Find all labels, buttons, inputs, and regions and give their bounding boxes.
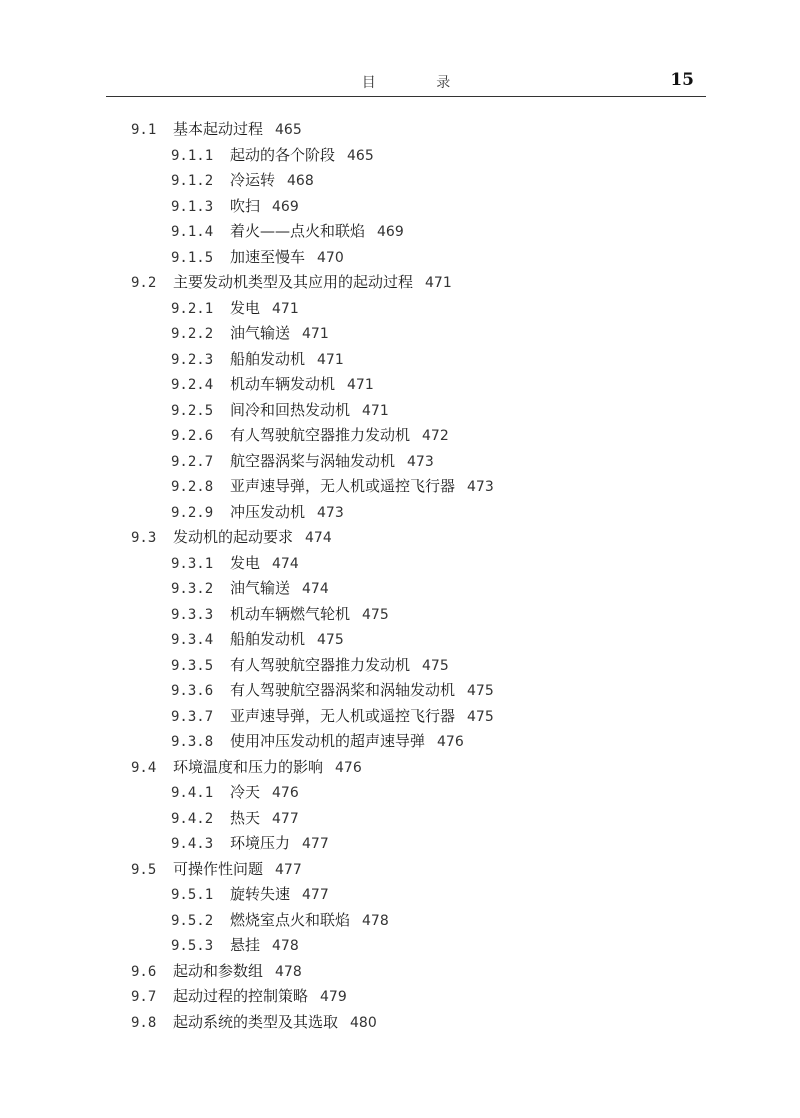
toc-entry-number: 9.3.3	[171, 606, 214, 623]
toc-subsection-entry	[131, 576, 731, 602]
toc-entry-page: 478	[275, 963, 302, 980]
toc-subsection-entry	[131, 602, 731, 628]
toc-entry-title: 燃烧室点火和联焰	[230, 910, 351, 929]
toc-entry-page: 465	[347, 147, 374, 164]
toc-entry-page: 473	[407, 453, 434, 470]
toc-subsection-entry	[131, 831, 731, 857]
toc-subsection-entry	[131, 653, 731, 679]
toc-entry-title: 着火——点火和联焰	[230, 222, 366, 240]
toc-entry-title: 起动过程的控制策略	[173, 987, 309, 1005]
toc-entry-number: 9.3.8	[171, 734, 214, 750]
toc-entry-page: 473	[317, 504, 344, 521]
toc-entry-page: 469	[272, 198, 299, 215]
toc-section-entry	[131, 857, 731, 883]
toc-entry-title: 悬挂	[230, 936, 261, 954]
toc-subsection-entry	[131, 627, 731, 653]
toc-entry-title: 亚声速导弹，无人机或遥控飞行器	[230, 706, 456, 725]
toc-entry-number: 9.2.9	[171, 504, 214, 521]
toc-entry-number: 9.6	[131, 963, 157, 980]
toc-subsection-entry	[131, 245, 731, 271]
table-of-contents	[131, 117, 731, 1035]
toc-subsection-entry	[131, 780, 731, 806]
toc-section-entry	[131, 959, 731, 985]
toc-entry-title: 环境压力	[230, 834, 291, 852]
toc-entry-page: 480	[350, 1014, 377, 1031]
header-title: 目 录	[361, 75, 479, 91]
toc-entry-page: 477	[302, 836, 329, 852]
toc-entry-number: 9.3.4	[171, 632, 214, 648]
toc-entry-page: 474	[272, 555, 299, 572]
toc-entry-number: 9.1	[131, 122, 157, 138]
toc-entry-number: 9.1.3	[171, 198, 214, 215]
toc-entry-title: 可操作性问题	[173, 859, 264, 878]
toc-entry-number: 9.2.8	[171, 479, 214, 495]
toc-entry-number: 9.5.3	[171, 938, 214, 954]
toc-entry-title: 基本起动过程	[173, 120, 264, 138]
toc-entry-title: 主要发动机类型及其应用的起动过程	[173, 273, 414, 291]
toc-entry-title: 油气输送	[230, 324, 291, 342]
toc-subsection-entry	[131, 500, 731, 526]
toc-section-entry	[131, 755, 731, 781]
toc-entry-page: 474	[302, 581, 329, 597]
toc-entry-title: 机动车辆发动机	[230, 375, 336, 393]
toc-entry-title: 环境温度和压力的影响	[173, 757, 324, 776]
toc-entry-number: 9.5	[131, 861, 157, 878]
toc-subsection-entry	[131, 194, 731, 220]
toc-entry-title: 旋转失速	[230, 885, 291, 903]
toc-subsection-entry	[131, 933, 731, 959]
toc-entry-page: 469	[377, 224, 404, 240]
toc-entry-page: 471	[425, 275, 452, 291]
toc-entry-title: 发电	[230, 553, 261, 572]
toc-subsection-entry	[131, 806, 731, 832]
toc-entry-number: 9.5.1	[171, 887, 214, 903]
toc-entry-number: 9.2.6	[171, 428, 214, 444]
toc-entry-number: 9.2.3	[171, 351, 214, 368]
toc-entry-title: 油气输送	[230, 579, 291, 597]
toc-entry-title: 吹扫	[230, 196, 261, 215]
toc-entry-title: 使用冲压发动机的超声速导弹	[230, 732, 426, 750]
toc-entry-page: 471	[317, 351, 344, 368]
toc-entry-number: 9.4	[131, 759, 157, 776]
toc-entry-title: 发电	[230, 298, 261, 317]
toc-entry-number: 9.2.1	[171, 300, 214, 317]
toc-entry-number: 9.2.7	[171, 453, 214, 470]
toc-subsection-entry	[131, 678, 731, 704]
toc-entry-page: 478	[362, 912, 389, 929]
toc-entry-number: 9.3.1	[171, 555, 214, 572]
toc-entry-number: 9.2.5	[171, 402, 214, 419]
toc-section-entry	[131, 984, 731, 1010]
toc-entry-page: 475	[317, 632, 344, 648]
toc-entry-page: 477	[272, 810, 299, 827]
toc-entry-number: 9.4.3	[171, 836, 214, 852]
toc-entry-page: 475	[362, 606, 389, 623]
toc-entry-number: 9.2	[131, 275, 157, 291]
toc-entry-number: 9.3	[131, 530, 157, 546]
toc-entry-page: 474	[305, 530, 332, 546]
toc-entry-title: 起动的各个阶段	[230, 145, 336, 164]
toc-entry-number: 9.3.7	[171, 708, 214, 725]
toc-entry-page: 476	[272, 785, 299, 801]
toc-subsection-entry	[131, 704, 731, 730]
toc-entry-page: 475	[467, 708, 494, 725]
toc-entry-page: 473	[467, 479, 494, 495]
toc-entry-title: 冷天	[230, 783, 261, 801]
toc-section-entry	[131, 270, 731, 296]
toc-entry-number: 9.1.4	[171, 224, 214, 240]
toc-entry-title: 船舶发动机	[230, 630, 306, 648]
toc-entry-title: 船舶发动机	[230, 349, 306, 368]
toc-entry-page: 479	[320, 989, 347, 1005]
toc-subsection-entry	[131, 143, 731, 169]
toc-subsection-entry	[131, 908, 731, 934]
toc-section-entry	[131, 1010, 731, 1036]
toc-entry-page: 472	[422, 428, 449, 444]
toc-subsection-entry	[131, 321, 731, 347]
toc-subsection-entry	[131, 219, 731, 245]
toc-entry-number: 9.8	[131, 1014, 157, 1031]
toc-entry-page: 471	[302, 326, 329, 342]
toc-entry-page: 476	[335, 759, 362, 776]
toc-entry-page: 468	[287, 173, 314, 189]
toc-subsection-entry	[131, 168, 731, 194]
toc-entry-number: 9.2.4	[171, 377, 214, 393]
toc-entry-title: 发动机的起动要求	[173, 528, 294, 546]
toc-entry-title: 亚声速导弹，无人机或遥控飞行器	[230, 477, 456, 495]
toc-entry-page: 471	[362, 402, 389, 419]
toc-entry-number: 9.4.2	[171, 810, 214, 827]
toc-entry-title: 有人驾驶航空器涡桨和涡轴发动机	[230, 681, 456, 699]
toc-subsection-entry	[131, 398, 731, 424]
toc-subsection-entry	[131, 729, 731, 755]
toc-entry-page: 475	[467, 683, 494, 699]
toc-subsection-entry	[131, 372, 731, 398]
toc-entry-number: 9.4.1	[171, 785, 214, 801]
toc-entry-page: 475	[422, 657, 449, 674]
toc-entry-page: 465	[275, 122, 302, 138]
toc-entry-title: 加速至慢车	[230, 247, 306, 266]
page-number: 15	[670, 70, 694, 90]
toc-subsection-entry	[131, 882, 731, 908]
toc-subsection-entry	[131, 423, 731, 449]
toc-subsection-entry	[131, 474, 731, 500]
toc-entry-number: 9.7	[131, 989, 157, 1005]
toc-entry-number: 9.5.2	[171, 912, 214, 929]
toc-entry-number: 9.1.5	[171, 249, 214, 266]
toc-entry-page: 476	[437, 734, 464, 750]
toc-entry-page: 477	[302, 887, 329, 903]
toc-section-entry	[131, 117, 731, 143]
toc-entry-page: 471	[272, 300, 299, 317]
running-header	[106, 64, 706, 97]
toc-section-entry	[131, 525, 731, 551]
toc-entry-page: 477	[275, 861, 302, 878]
toc-entry-number: 9.3.6	[171, 683, 214, 699]
toc-entry-title: 有人驾驶航空器推力发动机	[230, 426, 411, 444]
toc-entry-number: 9.3.5	[171, 657, 214, 674]
toc-subsection-entry	[131, 347, 731, 373]
toc-entry-title: 热天	[230, 808, 261, 827]
toc-entry-number: 9.1.2	[171, 173, 214, 189]
toc-entry-number: 9.2.2	[171, 326, 214, 342]
toc-entry-number: 9.3.2	[171, 581, 214, 597]
toc-entry-page: 470	[317, 249, 344, 266]
toc-entry-title: 冲压发动机	[230, 502, 306, 521]
toc-entry-title: 起动系统的类型及其选取	[173, 1012, 339, 1031]
toc-entry-title: 机动车辆燃气轮机	[230, 604, 351, 623]
toc-entry-title: 间冷和回热发动机	[230, 400, 351, 419]
toc-entry-title: 有人驾驶航空器推力发动机	[230, 655, 411, 674]
toc-subsection-entry	[131, 551, 731, 577]
toc-entry-title: 起动和参数组	[173, 961, 264, 980]
toc-entry-page: 471	[347, 377, 374, 393]
toc-entry-number: 9.1.1	[171, 147, 214, 164]
toc-entry-title: 航空器涡桨与涡轴发动机	[230, 451, 396, 470]
toc-entry-title: 冷运转	[230, 171, 276, 189]
toc-subsection-entry	[131, 296, 731, 322]
toc-subsection-entry	[131, 449, 731, 475]
toc-entry-page: 478	[272, 938, 299, 954]
